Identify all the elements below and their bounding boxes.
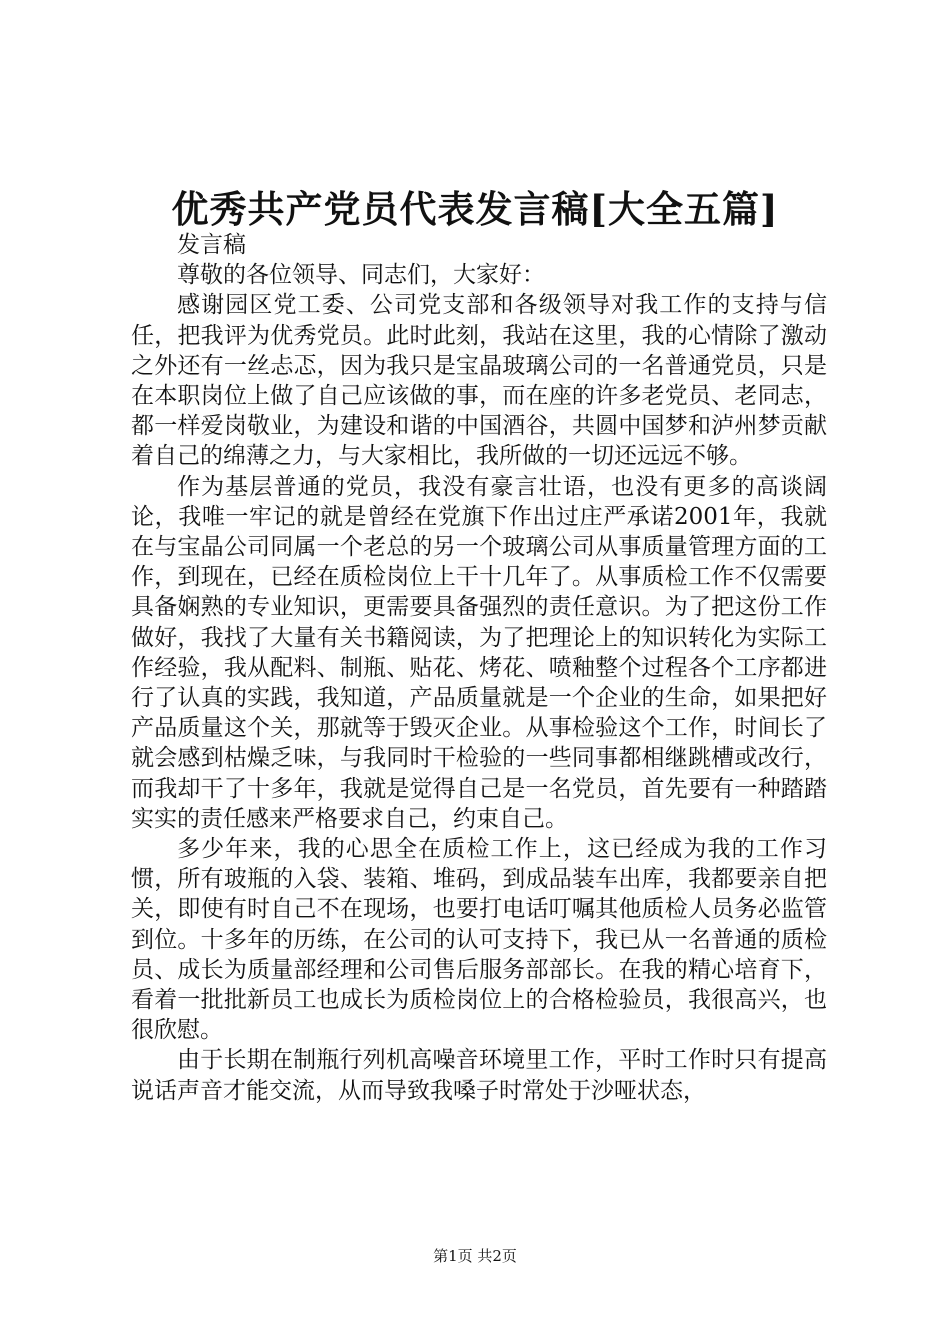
paragraph: 多少年来，我的心思全在质检工作上，这已经成为我的工作习惯，所有玻瓶的入袋、装箱、堆码，到成品装车出库，我都要亲自把关，即使有时自己不在现场，也要打电话叮嘱其他质检人员务必监管到位。十多年的历练，在公司的认可支持下，我已从一名普通的质检员、成长为质量部经理和公司售后服务部部长。在我的精心培育下，看着一批批新员工也成长为质检岗位上的合格检验员，我很高兴，也很欣慰。 <box>131 836 827 1044</box>
page-number-footer: 第1页 共2页 <box>433 1247 517 1265</box>
paragraph: 由于长期在制瓶行列机高噪音环境里工作，平时工作时只有提高说话声音才能交流，从而导致我嗓子时常处于沙哑状态， <box>131 1047 827 1104</box>
paragraph-salutation: 尊敬的各位领导、同志们，大家好： <box>177 262 545 289</box>
document-body <box>131 230 827 1106</box>
document-title: 优秀共产党员代表发言稿[大全五篇] <box>171 187 779 231</box>
paragraph-heading: 发言稿 <box>177 232 246 258</box>
paragraph: 感谢园区党工委、公司党支部和各级领导对我工作的支持与信任，把我评为优秀党员。此时此刻，我站在这里，我的心情除了激动之外还有一丝忐忑，因为我只是宝晶玻璃公司的一名普通党员，只是在本职岗位上做了自己应该做的事，而在座的许多老党员、老同志，都一样爱岗敬业，为建设和谐的中国酒谷，共圆中国梦和泸州梦贡献着自己的绵薄之力，与大家相比，我所做的一切还远远不够。 <box>131 292 827 470</box>
paragraph: 作为基层普通的党员，我没有豪言壮语，也没有更多的高谈阔论，我唯一牢记的就是曾经在党旗下作出过庄严承诺2001年，我就在与宝晶公司同属一个老总的另一个玻璃公司从事质量管理方面的工作，到现在，已经在质检岗位上干十几年了。从事质检工作不仅需要具备娴熟的专业知识，更需要具备强烈的责任意识。为了把这份工作做好，我找了大量有关书籍阅读，为了把理论上的知识转化为实际工作经验，我从配料、制瓶、贴花、烤花、喷釉整个过程各个工序都进行了认真的实践，我知道，产品质量就是一个企业的生命，如果把好产品质量这个关，那就等于毁灭企业。从事检验这个工作，时间长了就会感到枯燥乏味，与我同时干检验的一些同事都相继跳槽或改行，而我却干了十多年，我就是觉得自己是一名党员，首先要有一种踏踏实实的责任感来严格要求自己，约束自己。 <box>131 473 827 832</box>
